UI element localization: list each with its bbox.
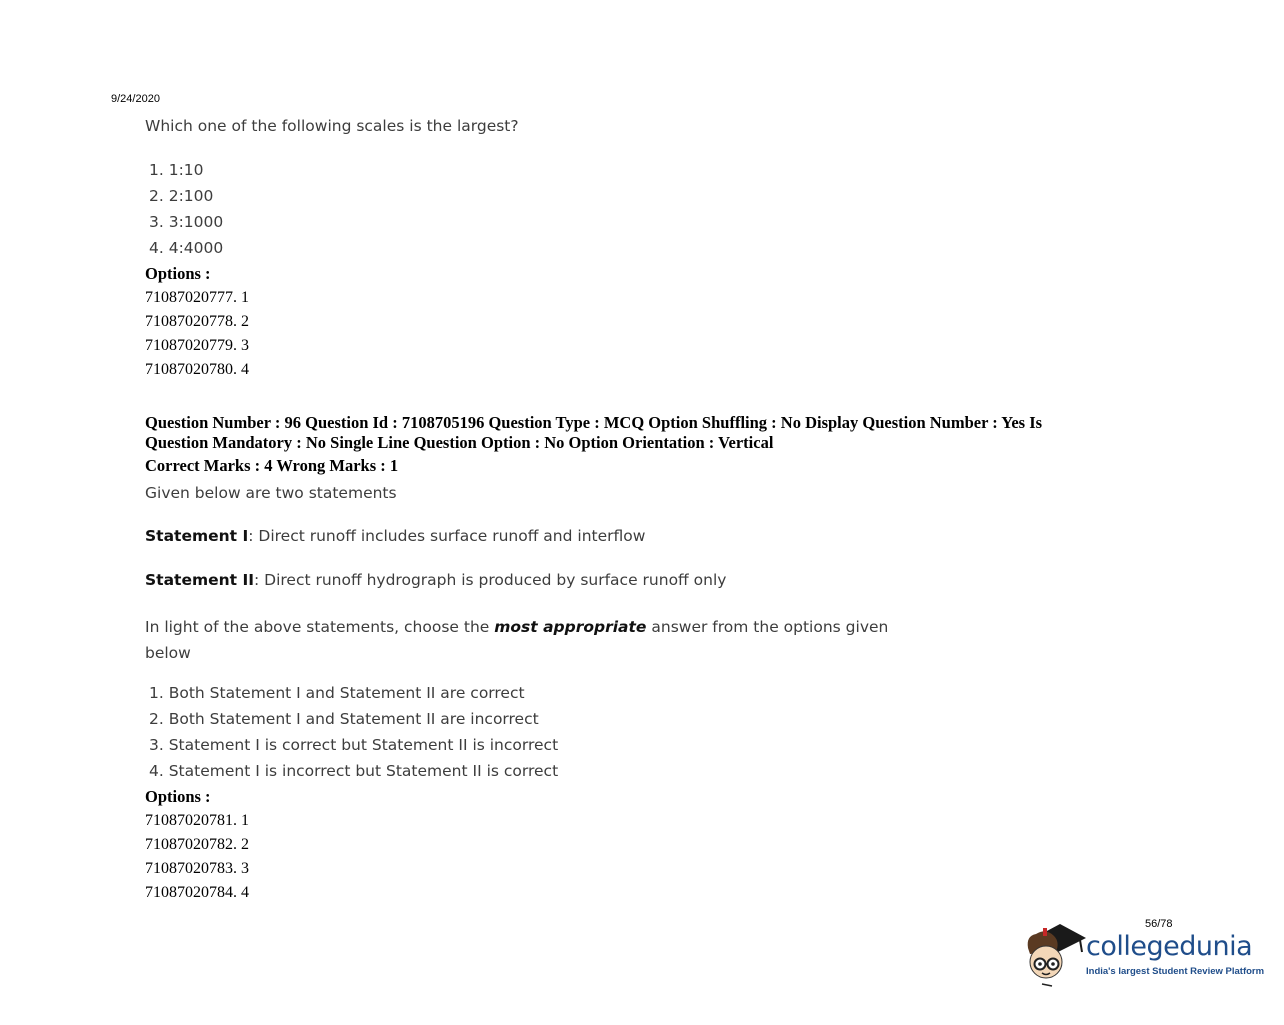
brand-tagline: India's largest Student Review Platform xyxy=(1086,966,1265,977)
option-id: 71087020784. 4 xyxy=(145,884,249,901)
instruction-pre: In light of the above statements, choose the xyxy=(145,618,495,636)
instruction-post: answer from the options given below xyxy=(145,618,889,662)
choice-item: 1. 1:10 xyxy=(149,161,204,179)
question-2-meta: Question Number : 96 Question Id : 7108705196 Question Type : MCQ Option Shuffling : No Display Question Number : Yes Is Question Mandatory : No Single Line Question Option : No Option Orientation : Vertical xyxy=(145,413,1043,452)
statement-1-text: : Direct runoff includes surface runoff and interflow xyxy=(248,527,646,545)
choice-item: 3. Statement I is correct but Statement II is incorrect xyxy=(149,736,559,754)
question-1-option-ids xyxy=(145,286,249,382)
page-number: 56/78 xyxy=(1145,918,1173,930)
brand-wordmark: collegedunia xyxy=(1086,931,1253,962)
choice-item: 3. 3:1000 xyxy=(149,213,224,231)
choice-item: 4. Statement I is incorrect but Statement II is correct xyxy=(149,762,559,780)
print-date: 9/24/2020 xyxy=(111,93,160,105)
choice-item: 4. 4:4000 xyxy=(149,239,224,257)
option-id: 71087020783. 3 xyxy=(145,860,249,877)
question-2-marks: Correct Marks : 4 Wrong Marks : 1 xyxy=(145,456,399,475)
statement-2 xyxy=(145,571,726,589)
question-2-instruction xyxy=(145,614,905,666)
option-id: 71087020782. 2 xyxy=(145,836,249,853)
instruction-emphasis: most appropriate xyxy=(494,618,647,636)
statement-1-label: Statement I xyxy=(145,527,249,545)
option-id: 71087020779. 3 xyxy=(145,337,249,354)
statement-2-label: Statement II xyxy=(145,571,254,589)
question-1-choices xyxy=(149,157,223,261)
statement-2-text: : Direct runoff hydrograph is produced by surface runoff only xyxy=(254,571,727,589)
statement-1 xyxy=(145,527,645,545)
option-id: 71087020777. 1 xyxy=(145,289,249,306)
question-1-text: Which one of the following scales is the largest? xyxy=(145,117,519,135)
options-heading: Options : xyxy=(145,264,211,283)
mascot-logo-icon xyxy=(1024,918,1088,990)
option-id: 71087020781. 1 xyxy=(145,812,249,829)
choice-item: 2. 2:100 xyxy=(149,187,214,205)
option-id: 71087020780. 4 xyxy=(145,361,249,378)
question-2-option-ids xyxy=(145,809,249,905)
question-2-intro: Given below are two statements xyxy=(145,484,397,502)
question-2-choices xyxy=(149,680,558,784)
option-id: 71087020778. 2 xyxy=(145,313,249,330)
choice-item: 2. Both Statement I and Statement II are incorrect xyxy=(149,710,539,728)
options-heading: Options : xyxy=(145,787,211,806)
choice-item: 1. Both Statement I and Statement II are correct xyxy=(149,684,525,702)
